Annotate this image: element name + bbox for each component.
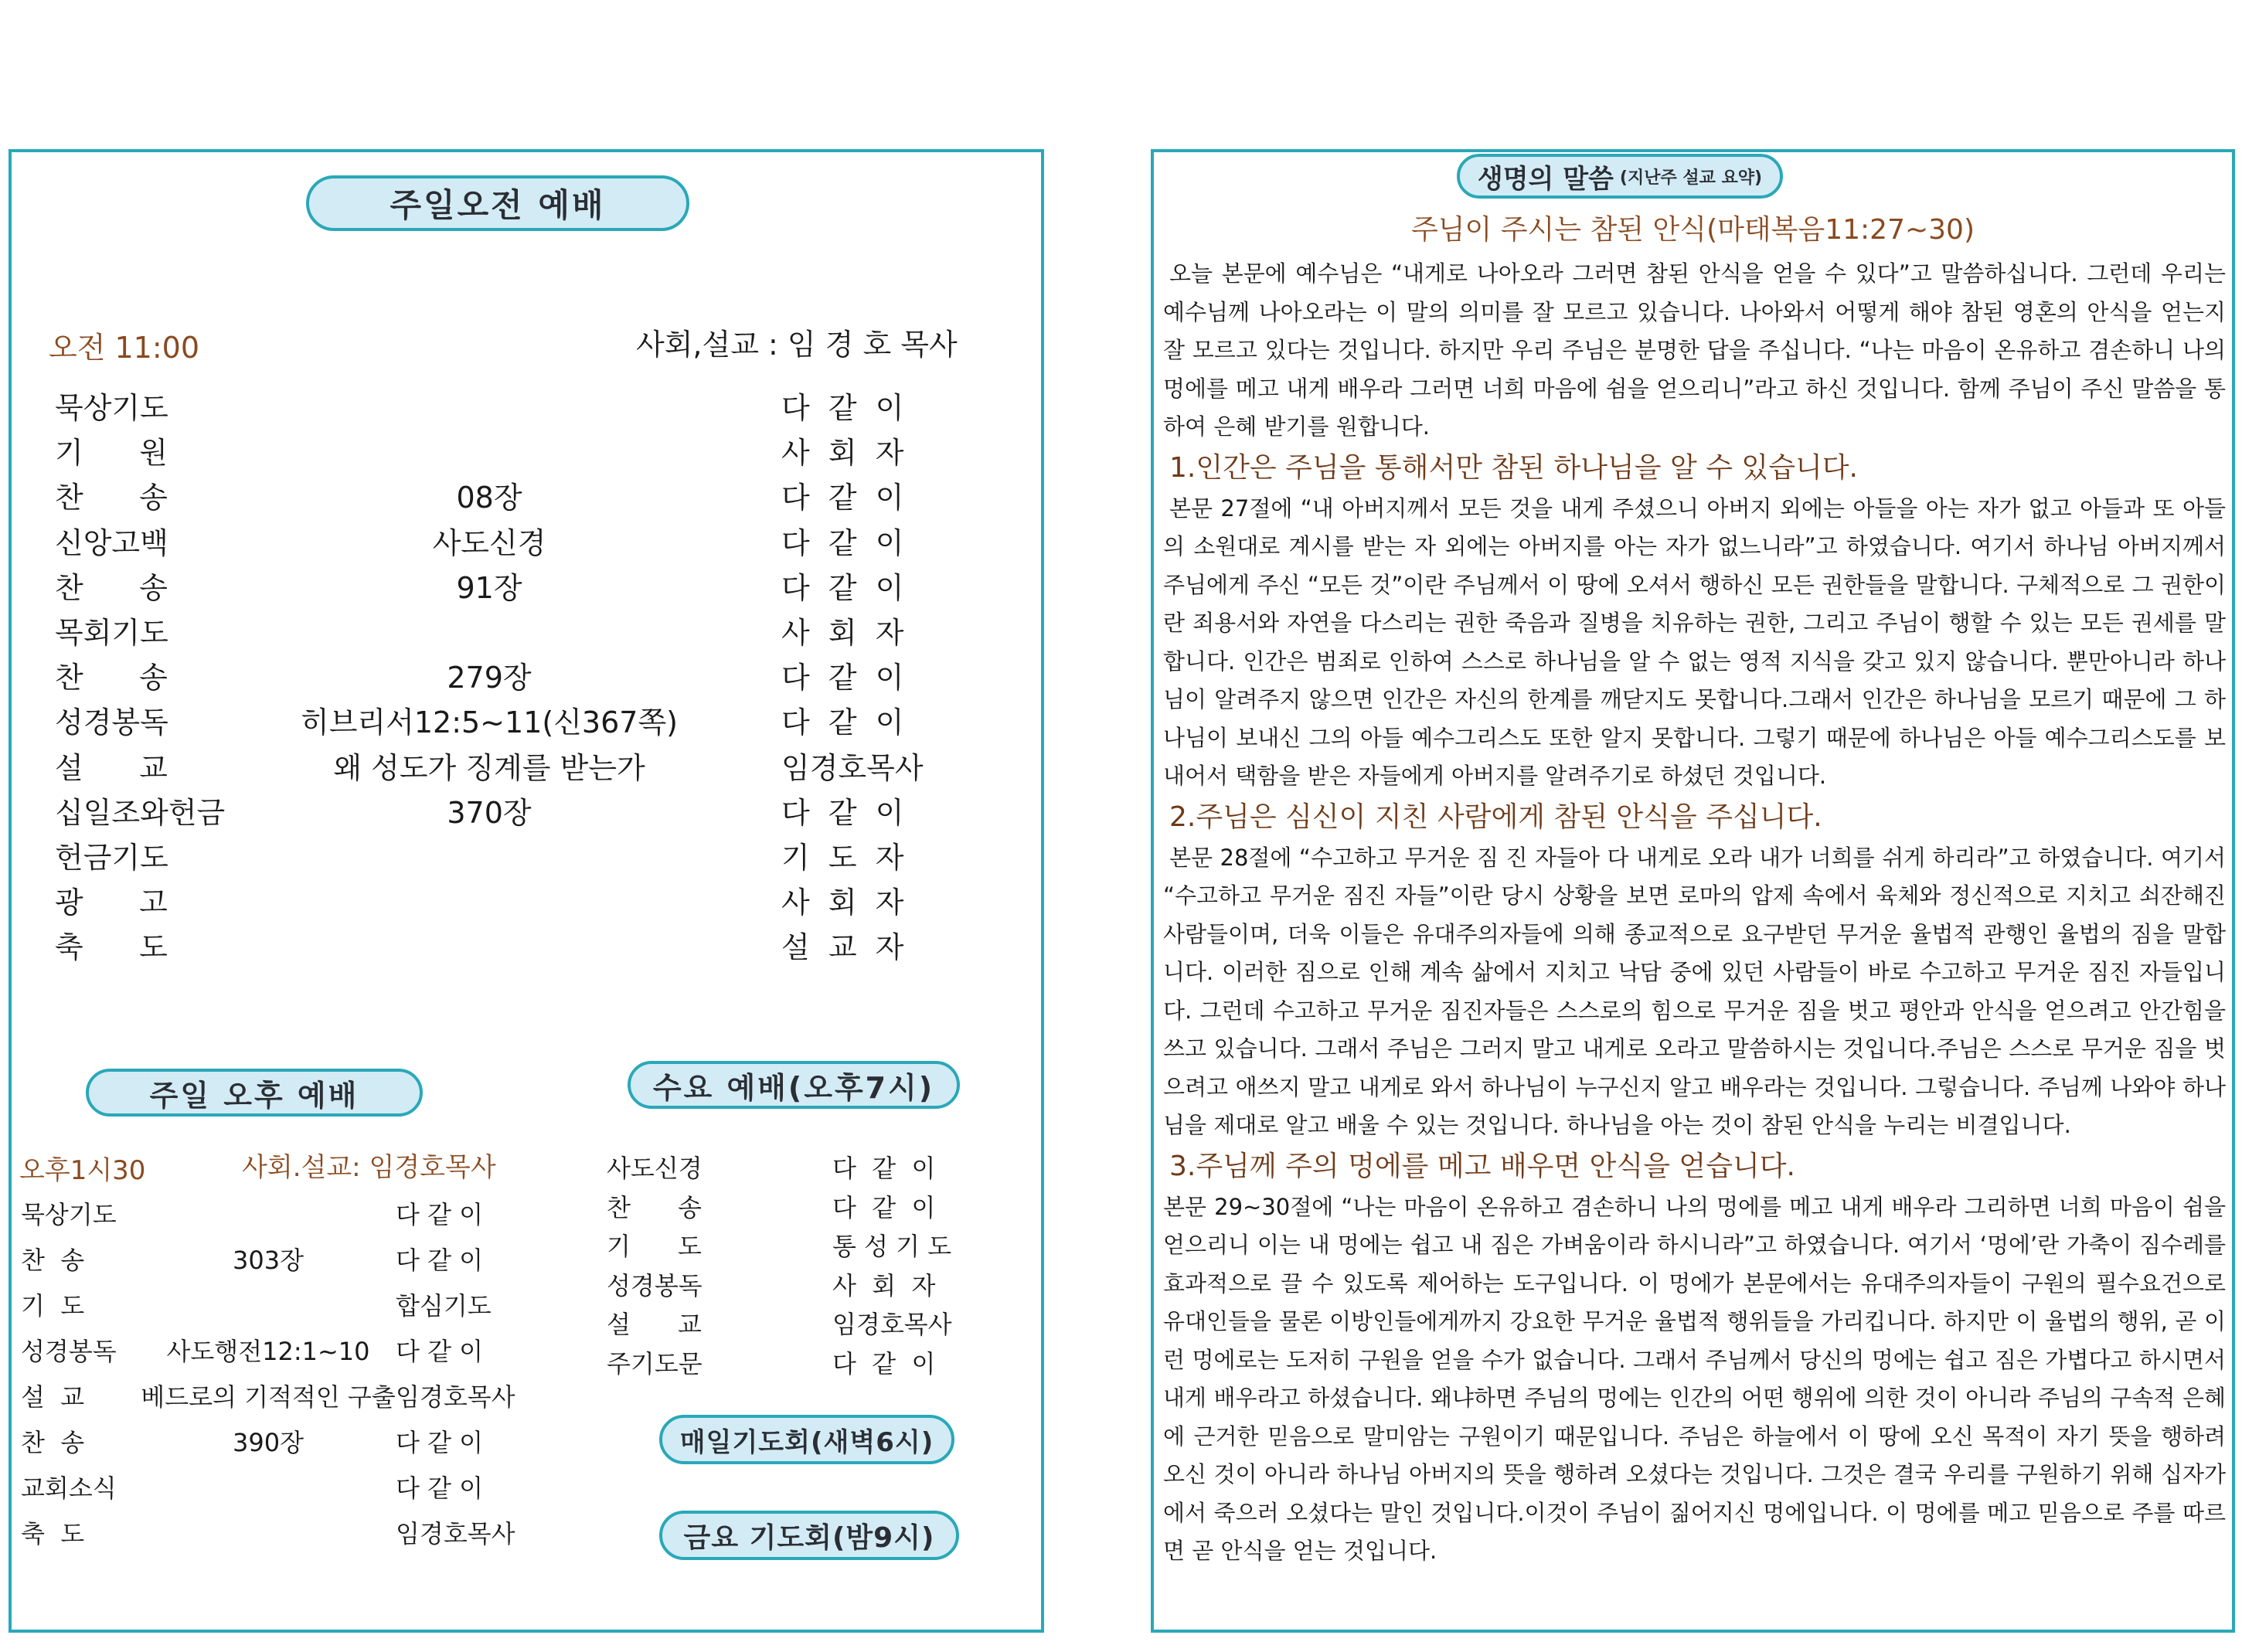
- order-item-name: 묵상기도: [55, 391, 168, 425]
- morning-order-row: [12, 519, 1041, 564]
- order-item-detail: 279장: [447, 661, 532, 695]
- wednesday-order-list: [12, 1149, 1041, 1404]
- order-item-leader: 다 같 이: [781, 570, 904, 605]
- order-item-leader: 다 같 이: [781, 705, 904, 740]
- order-item-name: 찬 송: [55, 481, 168, 515]
- order-item-name: 설 교: [21, 1382, 85, 1412]
- order-item-name: 찬 송: [55, 570, 168, 605]
- wednesday-order-row: [12, 1266, 1041, 1311]
- worship-order-panel: [9, 149, 1044, 1633]
- order-item-leader: 다 같 이: [781, 661, 904, 695]
- morning-order-row: [12, 744, 1041, 789]
- sermon-heading-2: 2.주님은 심신이 지친 사람에게 참된 안식을 주십니다.: [1169, 801, 1822, 833]
- morning-time: 오전 11:00: [49, 331, 200, 365]
- order-item-name: 십일조와헌금: [55, 795, 226, 830]
- order-item-name: 축 도: [21, 1519, 85, 1548]
- order-item-leader: 다 같 이: [832, 1192, 936, 1222]
- morning-order-row: [12, 609, 1041, 654]
- order-item-leader: 사 회 자: [781, 885, 904, 920]
- wednesday-order-row: [12, 1227, 1041, 1272]
- morning-leader: 사회,설교 : 임 경 호 목사: [636, 328, 958, 362]
- order-item-detail: 사도행전12:1~10: [166, 1337, 370, 1366]
- morning-order-row: [12, 834, 1041, 879]
- afternoon-service-badge: [86, 1069, 423, 1117]
- order-item-name: 축 도: [55, 930, 168, 965]
- sermon-badge-sub: (지난주 설교 요약): [1619, 168, 1763, 188]
- order-item-detail: 08장: [456, 481, 522, 515]
- morning-service-badge: [306, 175, 689, 231]
- sermon-badge: [1457, 154, 1783, 199]
- order-item-detail: 390장: [233, 1428, 304, 1457]
- order-item-leader: 사 회 자: [781, 436, 904, 471]
- afternoon-order-row: [12, 1514, 514, 1559]
- wednesday-order-row: [12, 1305, 1041, 1350]
- order-item-leader: 설 교 자: [781, 930, 904, 965]
- order-item-detail: 91장: [456, 570, 522, 605]
- morning-service-title: 주일오전 예배: [390, 186, 606, 224]
- order-item-leader: 다 같 이: [781, 795, 904, 830]
- wednesday-order-row: [12, 1149, 1041, 1194]
- morning-order-row: [12, 564, 1041, 609]
- morning-order-list: [12, 384, 1041, 971]
- morning-order-row: [12, 789, 1041, 834]
- order-item-detail: 베드로의 기적적인 구출: [141, 1382, 396, 1412]
- order-item-leader: 다 같 이: [781, 481, 904, 515]
- afternoon-order-row: [12, 1469, 514, 1514]
- sermon-body-3: 본문 29~30절에 “나는 마음이 온유하고 겸손하니 나의 멍에를 메고 내게 배우라 그리하면 너희 마음이 쉼을 얻으리니 이는 내 멍에는 쉽고 내 짐은 가벼움이라 하시니라”고 하였습니다. 여기서 ‘멍에’란 가축이 짐수레를 효과적으로 끌 수 있도록 제어하는 도구입니다. 이 멍에가 본문에서는 유대주의자들이 구원의 필수요건으로 유대인들을 물론 이방인들에게까지 강요한 무거운 율법적 행위들을 가리킵니다. 하지만 이 율법의 행위, 곧 이런 멍에로는 도저히 구원을 얻을 수가 없습니다. 그래서 주님께서 당신의 멍에는 쉽고 짐은 가볍다고 하시면서 내게 배우라고 하셨습니다. 왜냐하면 주님의 멍에는 인간의 어떤 행위에 의한 것이 아니라 주님의 구속적 은혜에 근거한 믿음으로 말미암는 구원이기 때문입니다. 주님은 하늘에서 이 땅에 오신 목적이 자기 뜻을 행하려 오신 것이 아니라 하나님 아버지의 뜻을 행하려 오셨다는 것입니다. 그것은 결국 우리를 구원하기 위해 십자가에서 죽으러 오셨다는 말인 것입니다.이것이 주님이 짊어지신 멍에입니다. 이 멍에를 메고 믿음으로 주를 따르면 곧 안식을 얻는 것입니다.: [1163, 1193, 2226, 1564]
- order-item-name: 설 교: [607, 1310, 702, 1339]
- morning-order-row: [12, 429, 1041, 474]
- sermon-summary-panel: [1151, 149, 2235, 1633]
- daily-prayer-label: 매일기도회(새벽6시): [679, 1426, 934, 1458]
- order-item-name: 찬 송: [55, 661, 168, 695]
- sermon-body-1: 본문 27절에 “내 아버지께서 모든 것을 내게 주셨으니 아버지 외에는 아들을 아는 자가 없고 아들과 또 아들의 소원대로 계시를 받는 자 외에는 아버지를 아는 자가 없느니라”고 하였습니다. 여기서 하나님 아버지께서 주님에게 주신 “모든 것”이란 주님께서 이 땅에 오셔서 행하신 모든 권한들을 말합니다. 구체적으로 그 권한이란 죄용서와 자연을 다스리는 권한 죽음과 질병을 치유하는 권한, 그리고 주님이 행할 수 있는 모든 권세를 말합니다. 인간은 범죄로 인하여 스스로 하나님을 알 수 없는 영적 지식을 갖고 있지 않습니다. 뿐만아니라 하나님이 알려주지 않으면 인간은 자신의 한계를 깨닫지도 못합니다.그래서 인간은 하나님을 모르기 때문에 그 하나님이 보내신 그의 아들 예수그리스도 또한 알지 못합니다. 그렇기 때문에 하나님은 아들 예수그리스도를 보내어서 택함을 받은 자들에게 아버지를 알려주기로 하셨던 것입니다.: [1163, 495, 2226, 789]
- daily-prayer-badge: [659, 1415, 954, 1464]
- order-item-leader: 사 회 자: [832, 1270, 936, 1300]
- order-item-leader: 다 같 이: [781, 525, 904, 560]
- order-item-name: 설 교: [55, 750, 168, 785]
- order-item-name: 목회기도: [55, 616, 168, 650]
- morning-order-row: [12, 474, 1041, 518]
- order-item-name: 기 도: [21, 1291, 85, 1321]
- friday-prayer-badge: [659, 1511, 959, 1560]
- order-item-leader: 임경호목사: [396, 1382, 515, 1412]
- afternoon-service-title: 주일 오후 예배: [149, 1078, 359, 1113]
- order-item-leader: 기 도 자: [781, 841, 904, 875]
- morning-order-row: [12, 699, 1041, 743]
- sermon-heading-3: 3.주님께 주의 멍에를 메고 배우면 안식을 얻습니다.: [1169, 1150, 1795, 1182]
- order-item-leader: 임경호목사: [781, 750, 924, 785]
- order-item-leader: 다 같 이: [832, 1154, 936, 1183]
- morning-order-row: [12, 654, 1041, 699]
- sermon-heading-1: 1.인간은 주님을 통해서만 참된 하나님을 알 수 있습니다.: [1169, 451, 1858, 484]
- order-item-name: 기 원: [55, 436, 168, 471]
- afternoon-leader: 사회.설교: 임경호목사: [242, 1152, 496, 1183]
- order-item-leader: 합심기도: [396, 1291, 492, 1321]
- friday-prayer-label: 금요 기도회(밤9시): [683, 1521, 935, 1554]
- order-item-name: 교회소식: [21, 1474, 117, 1503]
- order-item-leader: 임경호목사: [396, 1519, 515, 1548]
- order-item-leader: 임경호목사: [832, 1310, 952, 1339]
- order-item-name: 주기도문: [607, 1348, 703, 1378]
- order-item-name: 묵상기도: [21, 1200, 117, 1229]
- order-item-detail: 왜 성도가 징계를 받는가: [333, 750, 645, 785]
- order-item-leader: 다 같 이: [396, 1200, 484, 1229]
- order-item-leader: 다 같 이: [396, 1428, 484, 1457]
- order-item-leader: 다 같 이: [396, 1337, 484, 1366]
- order-item-leader: 다 같 이: [396, 1474, 484, 1503]
- sermon-badge-main: 생명의 말씀: [1477, 163, 1614, 195]
- sermon-intro: 오늘 본문에 예수님은 “내게로 나아오라 그러면 참된 안식을 얻을 수 있다”고 말씀하십니다. 그런데 우리는 예수님께 나아오라는 이 말의 의미를 잘 모르고 있습니다. 나아와서 어떻게 해야 참된 영혼의 안식을 얻는지 잘 모르고 있다는 것입니다. 하지만 우리 주님은 분명한 답을 주십니다. “나는 마음이 온유하고 겸손하니 나의 멍에를 메고 내게 배우라 그러면 너희 마음에 쉼을 얻으리니”라고 하신 것입니다. 함께 주님이 주신 말씀을 통하여 은혜 받기를 원합니다.: [1163, 260, 2226, 440]
- wednesday-order-row: [12, 1344, 1041, 1389]
- morning-order-row: [12, 384, 1041, 429]
- order-item-name: 기 도: [607, 1232, 702, 1261]
- afternoon-order-row: [12, 1423, 514, 1468]
- order-item-name: 찬 송: [21, 1246, 85, 1275]
- morning-order-row: [12, 879, 1041, 923]
- order-item-leader: 다 같 이: [832, 1348, 936, 1378]
- order-item-detail: 사도신경: [432, 525, 546, 560]
- afternoon-time: 오후1시30: [19, 1155, 146, 1186]
- order-item-name: 성경봉독: [21, 1337, 117, 1366]
- morning-order-row: [12, 923, 1041, 968]
- wednesday-service-badge: [628, 1061, 960, 1109]
- order-item-name: 성경봉독: [55, 705, 168, 740]
- order-item-leader: 통 성 기 도: [832, 1232, 952, 1261]
- order-item-name: 성경봉독: [607, 1270, 703, 1300]
- order-item-detail: 303장: [233, 1246, 304, 1275]
- sermon-body-2: 본문 28절에 “수고하고 무거운 짐 진 자들아 다 내게로 오라 내가 너희를 쉬게 하리라”고 하였습니다. 여기서 “수고하고 무거운 짐진 자들”이란 당시 상황을 보면 로마의 압제 속에서 육체와 정신적으로 지치고 쇠잔해진 사람들이며, 더욱 이들은 유대주의자들에 의해 종교적으로 요구받던 무거운 율법적 관행인 율법의 짐을 말합니다. 이러한 짐으로 인해 계속 삶에서 지치고 낙담 중에 있던 사람들이 바로 수고하고 무거운 짐진 자들입니다. 그런데 수고하고 무거운 짐진자들은 스스로의 힘으로 무거운 짐을 벗고 평안과 안식을 얻으려고 안간힘을 쓰고 있습니다. 그래서 주님은 그러지 말고 내게로 오라고 말씀하시는 것입니다.주님은 스스로 무거운 짐을 벗으려고 애쓰지 말고 내게로 와서 하나님이 누구신지 알고 배우라는 것입니다. 그렇습니다. 주님께 나와야 하나님을 제대로 알고 배울 수 있는 것입니다. 하나님을 아는 것이 참된 안식을 누리는 비결입니다.: [1163, 844, 2226, 1138]
- sermon-text: [1163, 255, 2226, 1571]
- order-item-name: 헌금기도: [55, 841, 168, 875]
- order-item-name: 광 고: [55, 885, 168, 920]
- order-item-name: 사도신경: [607, 1154, 703, 1183]
- order-item-detail: 히브리서12:5~11(신367쪽): [301, 705, 678, 740]
- order-item-leader: 다 같 이: [396, 1246, 484, 1275]
- wednesday-order-row: [12, 1188, 1041, 1233]
- order-item-name: 찬 송: [21, 1428, 85, 1457]
- order-item-detail: 370장: [447, 795, 532, 830]
- sermon-title: 주님이 주시는 참된 안식(마태복음11:27~30): [1410, 214, 1975, 246]
- order-item-name: 신앙고백: [55, 525, 168, 560]
- order-item-name: 찬 송: [607, 1192, 702, 1222]
- wednesday-service-title: 수요 예배(오후7시): [652, 1070, 935, 1105]
- order-item-leader: 다 같 이: [781, 391, 904, 425]
- order-item-leader: 사 회 자: [781, 616, 904, 650]
